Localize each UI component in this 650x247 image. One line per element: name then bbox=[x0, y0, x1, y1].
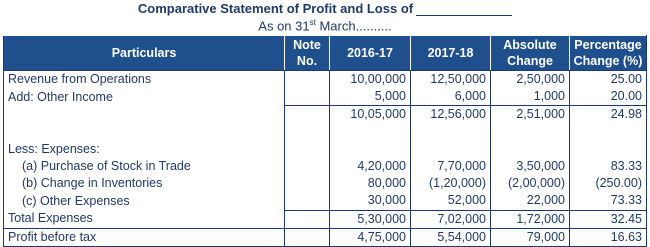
header-abs-line2: Change bbox=[507, 54, 553, 68]
row-absolute-change: 22,000 bbox=[491, 192, 570, 210]
statement-title-text: Comparative Statement of Profit and Loss of bbox=[137, 1, 414, 16]
subtitle-sup: st bbox=[309, 18, 316, 27]
row-note bbox=[285, 228, 330, 246]
table-row bbox=[4, 71, 647, 89]
row-label bbox=[4, 124, 285, 141]
row-year2-value: 6,000 bbox=[411, 88, 491, 106]
row-absolute-change: 3,50,000 bbox=[491, 158, 570, 175]
row-note bbox=[285, 158, 330, 175]
header-particulars bbox=[4, 36, 285, 71]
row-absolute-change: 1,72,000 bbox=[491, 210, 570, 228]
row-percentage-change: 83.33 bbox=[570, 158, 647, 175]
row-percentage-change: 24.98 bbox=[570, 106, 647, 124]
row-absolute-change: 2,50,000 bbox=[491, 71, 570, 89]
row-percentage-change: 32.45 bbox=[570, 210, 647, 228]
header-percentage-change bbox=[570, 36, 647, 71]
row-year2-value: 5,54,000 bbox=[411, 228, 491, 246]
row-note bbox=[285, 210, 330, 228]
header-abs-line1: Absolute bbox=[503, 38, 557, 52]
row-year2-value: 12,50,000 bbox=[411, 71, 491, 89]
table-row bbox=[4, 210, 647, 228]
statement-subtitle bbox=[0, 18, 650, 33]
row-note bbox=[285, 71, 330, 89]
subtitle-prefix: As on 31 bbox=[258, 18, 310, 34]
table-row bbox=[4, 158, 647, 175]
row-absolute-change: 79,000 bbox=[491, 228, 570, 246]
row-label: Total Expenses bbox=[4, 210, 285, 228]
table-header-row bbox=[4, 36, 647, 71]
header-year2 bbox=[411, 36, 491, 71]
row-year2-value: 52,000 bbox=[411, 192, 491, 210]
header-particulars-label: Particulars bbox=[111, 46, 177, 60]
header-pct-line1: Percentage bbox=[574, 38, 642, 52]
row-absolute-change bbox=[491, 141, 570, 158]
row-label: Revenue from Operations bbox=[4, 71, 285, 89]
row-percentage-change: 73.33 bbox=[570, 192, 647, 210]
row-percentage-change bbox=[570, 141, 647, 158]
row-note bbox=[285, 124, 330, 141]
row-year2-value: (1,20,000) bbox=[411, 175, 491, 192]
row-year1-value: 30,000 bbox=[330, 192, 411, 210]
row-absolute-change: 2,51,000 bbox=[491, 106, 570, 124]
row-absolute-change: (2,00,000) bbox=[491, 175, 570, 192]
row-percentage-change: 16.63 bbox=[570, 228, 647, 246]
row-label: Less: Expenses: bbox=[4, 141, 285, 158]
row-year1-value: 4,75,000 bbox=[330, 228, 411, 246]
row-year1-value: 5,30,000 bbox=[330, 210, 411, 228]
row-note bbox=[285, 88, 330, 106]
row-note bbox=[285, 175, 330, 192]
row-absolute-change bbox=[491, 124, 570, 141]
row-year1-value: 80,000 bbox=[330, 175, 411, 192]
row-year2-value: 7,70,000 bbox=[411, 158, 491, 175]
comparative-statement-table bbox=[3, 35, 647, 247]
header-note-line2: No. bbox=[296, 54, 318, 68]
row-percentage-change: 25.00 bbox=[570, 71, 647, 89]
row-percentage-change bbox=[570, 124, 647, 141]
row-label: Profit before tax bbox=[4, 228, 285, 246]
header-pct-line2: Change (%) bbox=[573, 54, 643, 68]
row-year2-value: 12,56,000 bbox=[411, 106, 491, 124]
row-year1-value: 4,20,000 bbox=[330, 158, 411, 175]
row-year1-value: 10,05,000 bbox=[330, 106, 411, 124]
row-year2-value bbox=[411, 141, 491, 158]
statement-title bbox=[0, 1, 650, 16]
row-label: Add: Other Income bbox=[4, 88, 285, 106]
row-year1-value bbox=[330, 124, 411, 141]
subtitle-suffix: March.......... bbox=[315, 18, 392, 34]
table-row bbox=[4, 228, 647, 246]
table-row bbox=[4, 175, 647, 192]
company-name-blank bbox=[416, 3, 512, 16]
header-absolute-change bbox=[491, 36, 570, 71]
row-label: (a) Purchase of Stock in Trade bbox=[4, 158, 285, 175]
header-year1 bbox=[330, 36, 411, 71]
row-note bbox=[285, 141, 330, 158]
row-year1-value: 5,000 bbox=[330, 88, 411, 106]
row-label: (c) Other Expenses bbox=[4, 192, 285, 210]
row-note bbox=[285, 192, 330, 210]
table-row bbox=[4, 88, 647, 106]
row-percentage-change: (250.00) bbox=[570, 175, 647, 192]
table-row bbox=[4, 192, 647, 210]
table-row bbox=[4, 124, 647, 141]
row-year1-value: 10,00,000 bbox=[330, 71, 411, 89]
header-note-no bbox=[285, 36, 330, 71]
row-year2-value: 7,02,000 bbox=[411, 210, 491, 228]
row-absolute-change: 1,000 bbox=[491, 88, 570, 106]
row-note bbox=[285, 106, 330, 124]
row-percentage-change: 20.00 bbox=[570, 88, 647, 106]
row-label: (b) Change in Inventories bbox=[4, 175, 285, 192]
row-label bbox=[4, 106, 285, 124]
row-year2-value bbox=[411, 124, 491, 141]
table-row bbox=[4, 141, 647, 158]
table-row bbox=[4, 106, 647, 124]
header-year2-label: 2017-18 bbox=[427, 46, 474, 60]
row-year1-value bbox=[330, 141, 411, 158]
header-note-line1: Note bbox=[293, 38, 321, 52]
header-year1-label: 2016-17 bbox=[347, 46, 393, 60]
